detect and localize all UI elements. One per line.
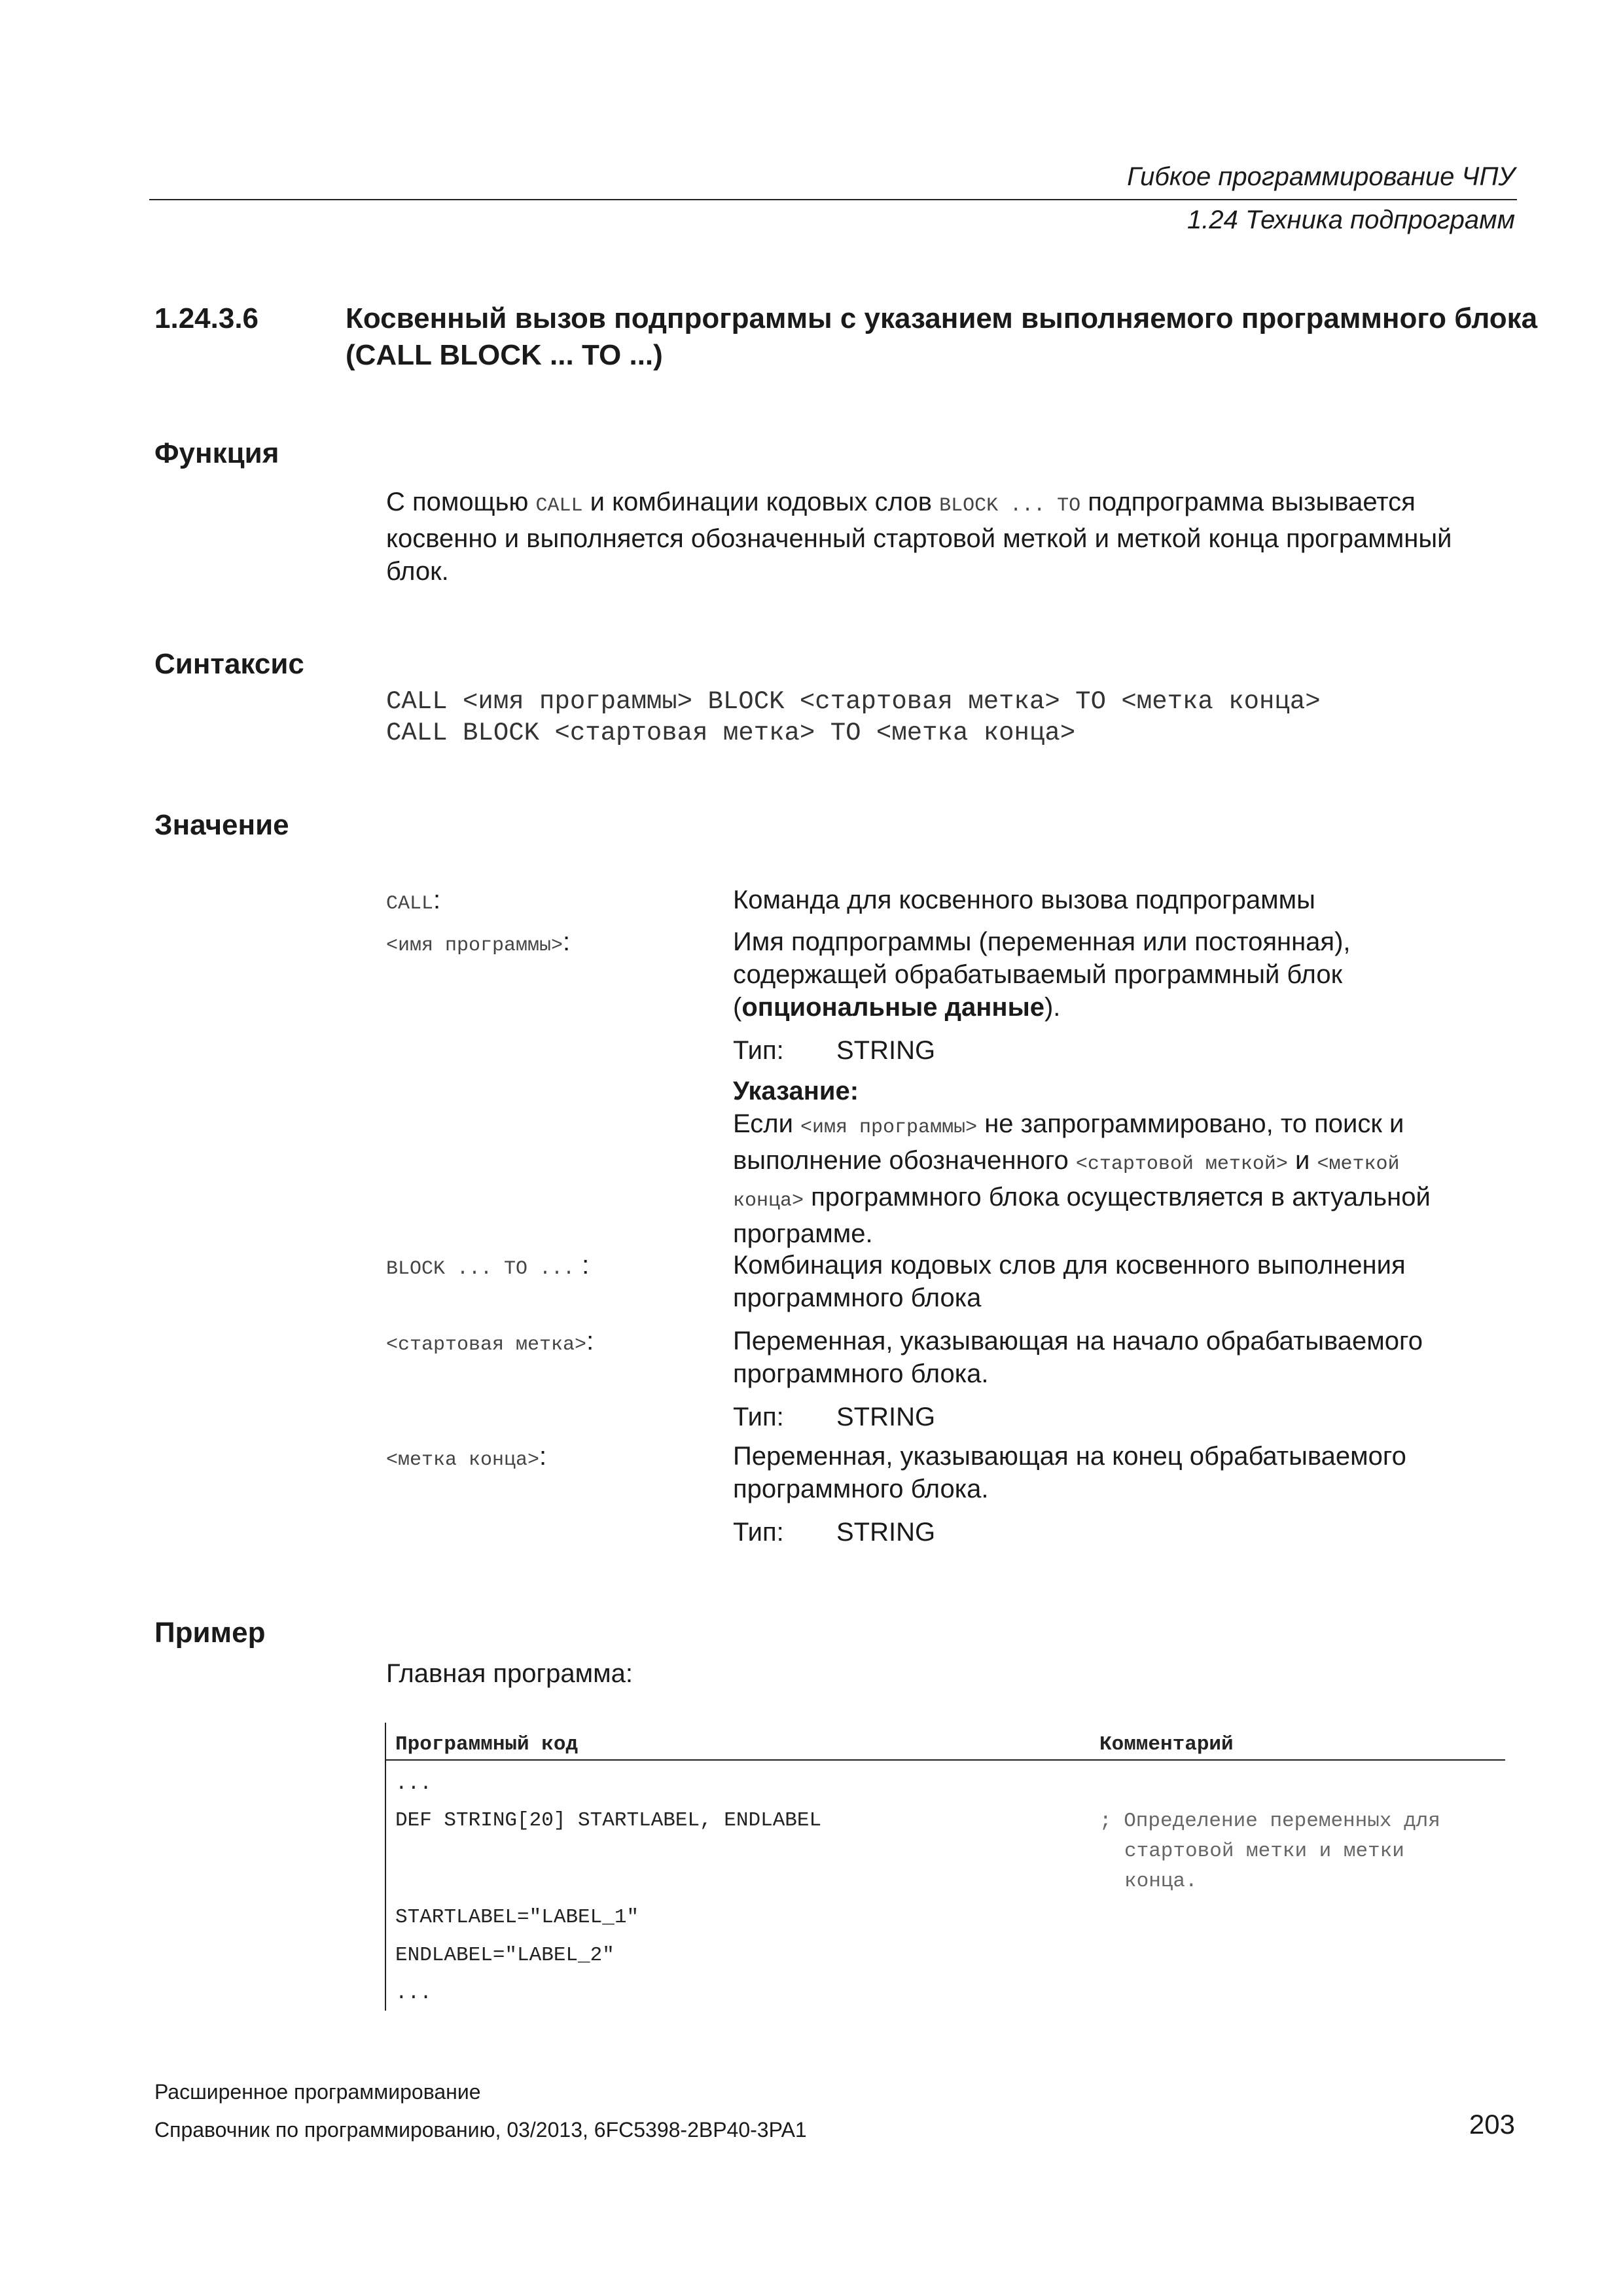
term-call: CALL: [386,886,441,915]
syntax-line1: CALL <имя программы> BLOCK <стартовая метка> TO <метка конца> [386,687,1321,716]
function-line2: косвенно и выполняется обозначенный стартовой меткой и меткой конца программный [386,524,1452,553]
term-end-label: <метка конца>: [386,1442,547,1471]
running-header-chapter: Гибкое программирование ЧПУ [1127,162,1515,191]
code-row-2: DEF STRING[20] STARTLABEL, ENDLABEL [395,1809,822,1832]
code-row-3: STARTLABEL="LABEL_1" [395,1906,639,1929]
desc-block-to: Комбинация кодовых слов для косвенного выполнения программного блока [733,1251,1406,1312]
term-block-to: BLOCK ... TO ... : [386,1251,590,1280]
desc-start-label: Переменная, указывающая на начало обрабатываемого программного блока. [733,1327,1423,1388]
table-left-border [385,1723,386,2011]
header-rule [149,199,1517,200]
running-header-section: 1.24 Техника подпрограмм [1187,206,1515,234]
desc-call: Команда для косвенного вызова подпрограммы [733,886,1315,914]
function-line1: С помощью CALL и комбинации кодовых слов BLOCK ... TO подпрограмма вызывается [386,488,1416,517]
example-intro: Главная программа: [386,1659,633,1688]
term-start-label: <стартовая метка>: [386,1327,594,1356]
syntax-block [386,686,1321,749]
function-line3: блок. [386,557,449,586]
footer-reference: Справочник по программированию, 03/2013, 6FC5398-2BP40-3PA1 [154,2118,807,2142]
code-row-1: ... [395,1772,432,1795]
syntax-heading: Синтаксис [154,648,304,680]
section-number: 1.24.3.6 [154,302,259,334]
type-label-3: Тип: [733,1518,784,1547]
desc-program-name: Имя подпрограммы (переменная или постоянная), содержащей обрабатываемый программный блок (опциональные данные). [733,927,1351,1022]
section-title-line2: (CALL BLOCK ... TO ...) [346,339,663,371]
term-program-name: <имя программы>: [386,927,571,957]
code-row-5: ... [395,1982,432,2005]
function-paragraph [386,486,1525,588]
type-label-2: Тип: [733,1403,784,1431]
note-title: Указание: [733,1077,859,1105]
function-heading: Функция [154,437,279,469]
code-block-to: BLOCK ... TO [939,495,1081,517]
code-call: CALL [535,495,583,517]
type-value-2: STRING [836,1403,936,1431]
note-block: Указание: Если <имя программы> не запрограммировано, то поиск и выполнение обозначенного <стартовой меткой> и <меткой конца> программного блока осуществляется в актуальной программе. [733,1075,1518,1250]
page-number: 203 [1469,2109,1515,2140]
footer-title: Расширенное программирование [154,2080,481,2104]
type-label-1: Тип: [733,1036,784,1065]
code-comment-2: ; Определение переменных для стартовой метки и метки конца. [1099,1810,1440,1893]
meaning-heading: Значение [154,809,289,841]
type-value-1: STRING [836,1036,936,1065]
example-heading: Пример [154,1617,266,1649]
type-value-3: STRING [836,1518,936,1547]
table-header-comment: Комментарий [1099,1733,1234,1756]
table-header-rule [385,1759,1505,1761]
syntax-line2: CALL BLOCK <стартовая метка> TO <метка конца> [386,719,1076,747]
section-title-line1: Косвенный вызов подпрограммы с указанием выполняемого программного блока [346,302,1538,334]
desc-end-label: Переменная, указывающая на конец обрабатываемого программного блока. [733,1442,1406,1503]
table-header-code: Программный код [395,1733,579,1756]
code-row-4: ENDLABEL="LABEL_2" [395,1944,615,1967]
